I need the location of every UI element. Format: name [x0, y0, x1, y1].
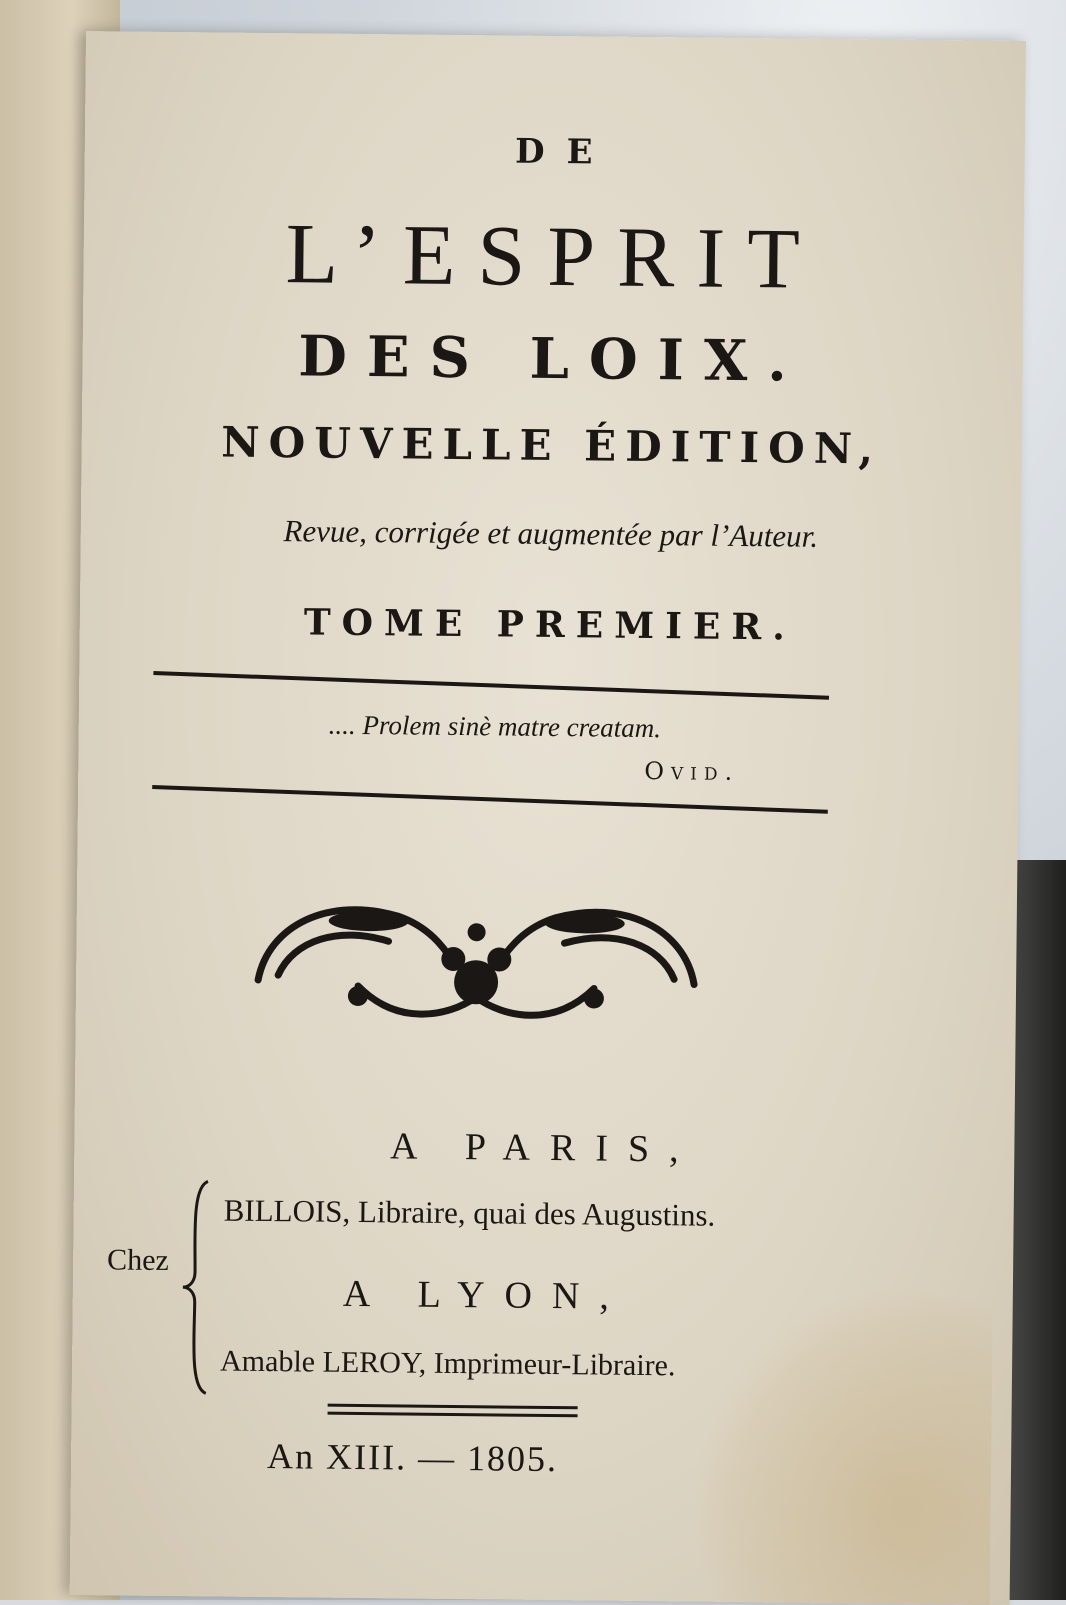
epigraph-text: .... Prolem sinè matre creatam. [328, 709, 662, 744]
publisher-lyon: Amable LEROY, Imprimeur-Libraire. [219, 1344, 676, 1383]
title-line-esprit: L’ESPRIT [285, 205, 823, 307]
epigraph-author: Ovid. [644, 756, 740, 786]
top-rule [153, 671, 829, 700]
volume-line: TOME PREMIER. [303, 601, 797, 649]
city-paris: A PARIS, [389, 1125, 699, 1171]
water-stain [690, 1282, 993, 1605]
city-lyon: A LYON, [342, 1272, 630, 1318]
double-rule-bottom [328, 1412, 578, 1418]
revision-note: Revue, corrigée et augmentée par l’Auteur. [283, 513, 819, 554]
double-rule-top [328, 1404, 578, 1410]
bottom-rule [152, 785, 828, 814]
publisher-paris: BILLOIS, Libraire, quai des Augustins. [223, 1192, 716, 1233]
edition-line: NOUVELLE ÉDITION, [221, 417, 883, 474]
title-page [70, 31, 1026, 1605]
floral-ornament-icon [248, 885, 706, 1040]
title-line-de: DE [514, 131, 615, 173]
date-line: An XIII. — 1805. [266, 1436, 559, 1480]
curly-brace-icon [180, 1177, 212, 1397]
title-line-loix: DES LOIX. [298, 323, 808, 395]
chez-label: Chez [106, 1243, 169, 1278]
